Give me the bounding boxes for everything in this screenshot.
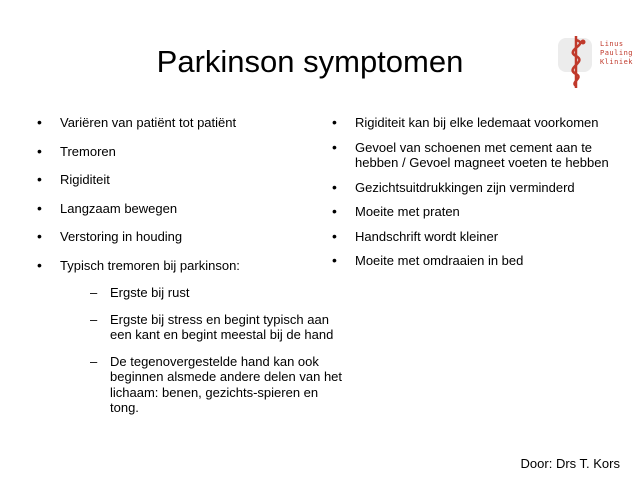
clinic-logo bbox=[556, 30, 636, 90]
logo-line: Kliniek bbox=[600, 58, 634, 66]
bullet-text: Rigiditeit bbox=[60, 172, 110, 187]
bullet-text: Langzaam bewegen bbox=[60, 200, 178, 216]
bullet-icon: • bbox=[37, 199, 42, 216]
sub-bullet-text: Ergste bij rust bbox=[110, 285, 190, 300]
bullet-text: Typisch tremoren bij parkinson: bbox=[60, 257, 240, 273]
bullet-item bbox=[332, 115, 612, 131]
bullet-item bbox=[37, 172, 327, 188]
bullet-text: Moeite met omdraaien in bed bbox=[355, 253, 524, 268]
sub-bullet-list bbox=[60, 285, 343, 416]
bullet-icon: • bbox=[332, 252, 337, 268]
bullet-icon: • bbox=[37, 114, 42, 130]
bullet-icon: • bbox=[37, 228, 42, 244]
bullet-item bbox=[37, 201, 327, 217]
bullet-text: Gevoel van schoenen met cement aan te hebben / Gevoel magneet voeten te hebben bbox=[355, 139, 609, 170]
sub-bullet-item bbox=[90, 312, 350, 343]
bullet-text: Gezichtsuitdrukkingen zijn verminderd bbox=[355, 179, 575, 195]
bullet-text: Verstoring in houding bbox=[60, 229, 183, 244]
bullet-item bbox=[37, 256, 343, 416]
bullet-item bbox=[332, 204, 612, 220]
dash-icon: – bbox=[90, 311, 98, 327]
bullet-item bbox=[37, 115, 327, 131]
dash-icon: – bbox=[90, 285, 98, 300]
bullet-icon: • bbox=[332, 178, 337, 195]
bullet-item bbox=[37, 144, 327, 160]
left-bullet-list bbox=[37, 114, 343, 416]
bullet-icon: • bbox=[332, 114, 337, 130]
bullet-text: Rigiditeit kan bij elke ledemaat voorkomen bbox=[355, 115, 599, 130]
left-column bbox=[37, 114, 343, 429]
bullet-text: Handschrift wordt kleiner bbox=[355, 228, 499, 244]
logo-line: Pauling bbox=[600, 49, 634, 57]
logo-text bbox=[600, 40, 633, 67]
sub-bullet-text: De tegenovergestelde hand kan ook beginnen alsmede andere delen van het lichaam: benen, gezichts-spieren en tong. bbox=[110, 353, 343, 415]
slide-title: Parkinson symptomen bbox=[156, 44, 464, 79]
bullet-text: Moeite met praten bbox=[355, 204, 460, 219]
sub-bullet-text: Ergste bij stress en begint typisch aan een kant en begint meestal bij de hand bbox=[110, 311, 334, 342]
bullet-item bbox=[332, 140, 612, 171]
right-column bbox=[332, 115, 612, 278]
bullet-item bbox=[37, 229, 327, 245]
bullet-text: Tremoren bbox=[60, 143, 116, 159]
bullet-icon: • bbox=[37, 142, 42, 159]
author-footer: Door: Drs T. Kors bbox=[520, 456, 620, 471]
bullet-text: Variëren van patiënt tot patiënt bbox=[60, 115, 237, 130]
right-bullet-list bbox=[332, 115, 612, 269]
bullet-icon: • bbox=[37, 171, 42, 187]
bullet-icon: • bbox=[332, 138, 337, 155]
bullet-icon: • bbox=[332, 227, 337, 244]
bullet-icon: • bbox=[37, 256, 42, 273]
bullet-icon: • bbox=[332, 203, 337, 219]
logo-line: Linus bbox=[600, 40, 624, 48]
dash-icon: – bbox=[90, 353, 98, 369]
bullet-item bbox=[332, 253, 612, 269]
bullet-item bbox=[332, 180, 612, 196]
sub-bullet-item bbox=[90, 285, 350, 301]
caduceus-icon bbox=[556, 30, 600, 90]
sub-bullet-item bbox=[90, 354, 350, 416]
bullet-item bbox=[332, 229, 612, 245]
